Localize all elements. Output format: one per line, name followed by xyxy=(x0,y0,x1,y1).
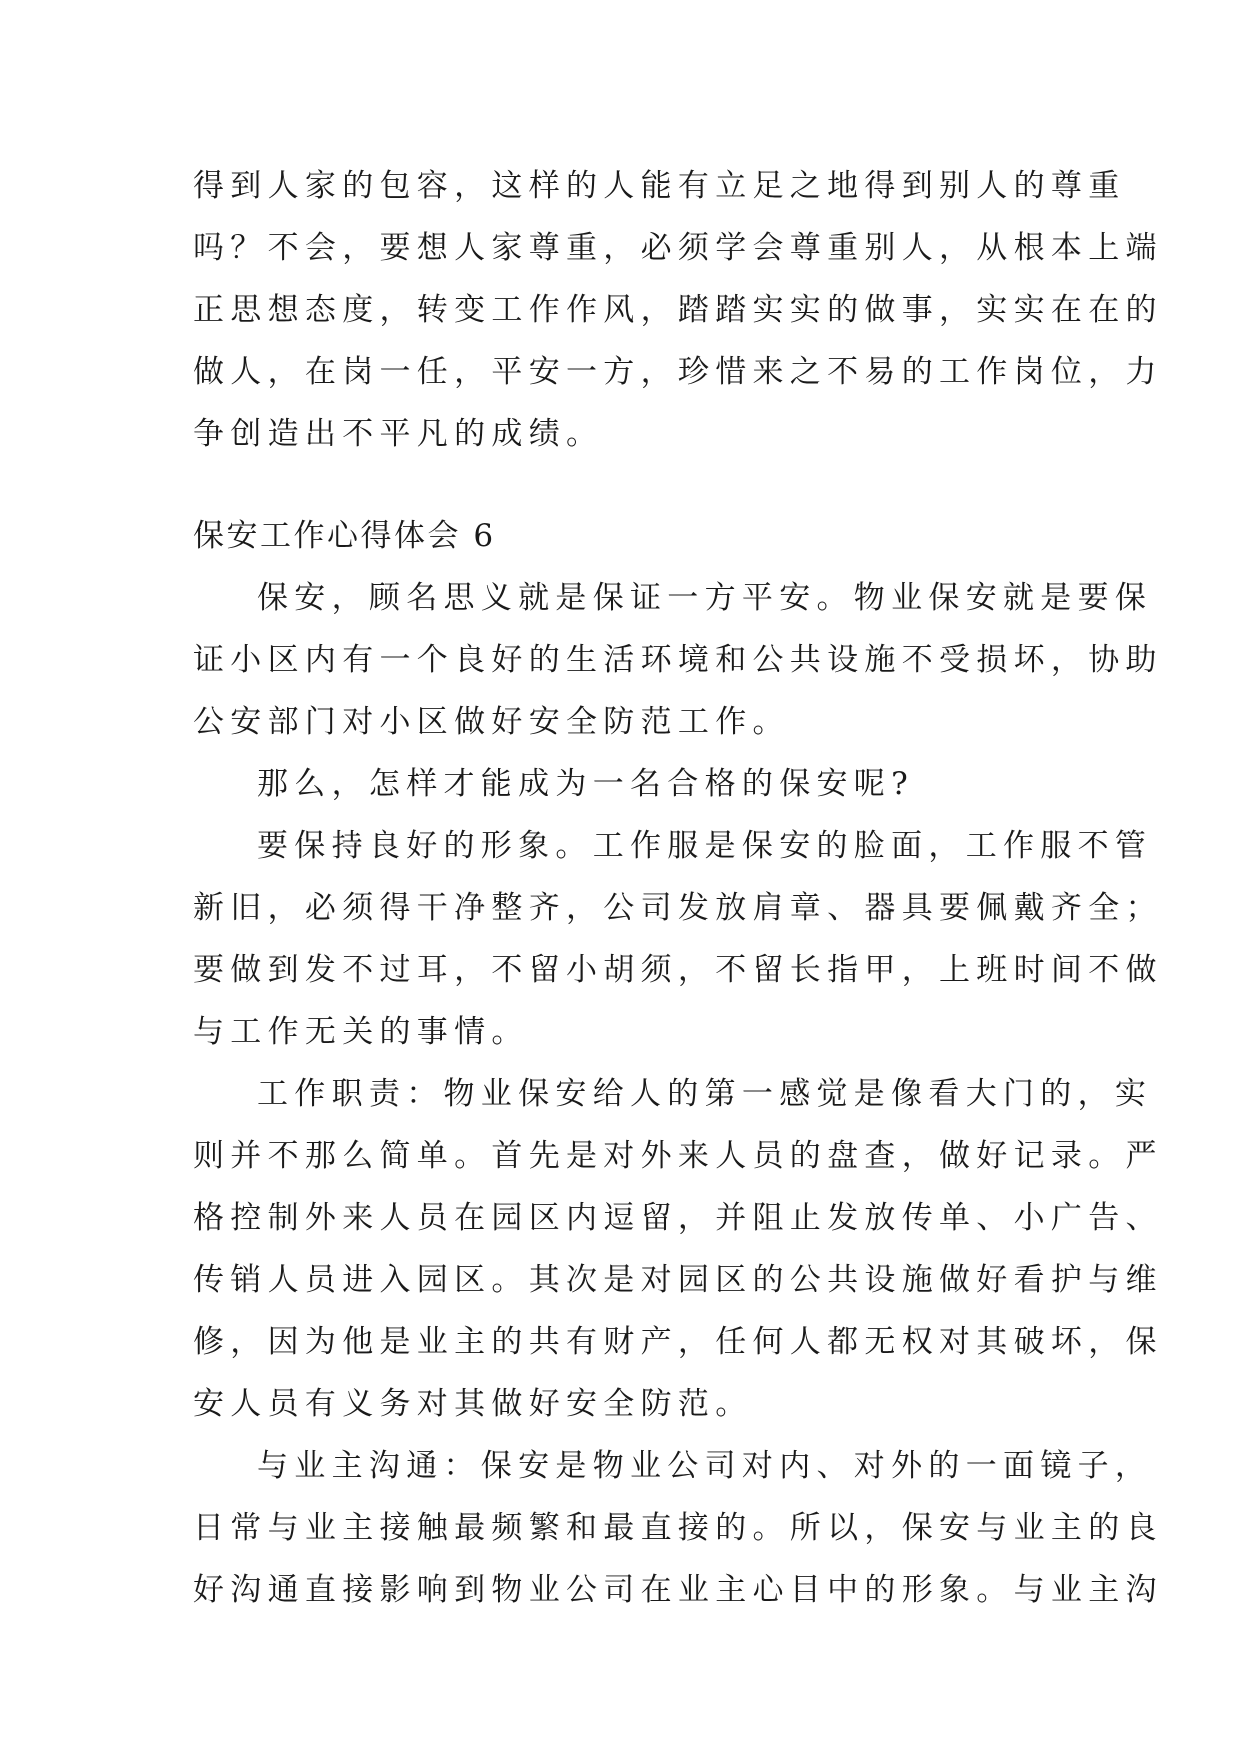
paragraph xyxy=(193,753,1053,815)
text-line: 证小区内有一个良好的生活环境和公共设施不受损坏，协助 xyxy=(193,642,1163,678)
text-line: 修，因为他是业主的共有财产，任何人都无权对其破坏，保 xyxy=(193,1324,1163,1360)
paragraph xyxy=(193,1063,1163,1435)
paragraph xyxy=(193,815,1163,1063)
text-line: 好沟通直接影响到物业公司在业主心目中的形象。与业主沟 xyxy=(193,1572,1163,1608)
section xyxy=(193,505,1163,1621)
text-line: 要做到发不过耳，不留小胡须，不留长指甲，上班时间不做 xyxy=(193,952,1163,988)
paragraph xyxy=(193,1435,1163,1621)
text-line: 争创造出不平凡的成绩。 xyxy=(193,416,604,452)
text-line: 保安，顾名思义就是保证一方平安。物业保安就是要保 xyxy=(257,580,1153,616)
text-line: 做人，在岗一任，平安一方，珍惜来之不易的工作岗位，力 xyxy=(193,354,1163,390)
text-line: 得到人家的包容，这样的人能有立足之地得到别人的尊重 xyxy=(193,168,1126,204)
text-line: 格控制外来人员在园区内逗留，并阻止发放传单、小广告、 xyxy=(193,1200,1163,1236)
text-line: 公安部门对小区做好安全防范工作。 xyxy=(193,704,790,740)
text-line: 传销人员进入园区。其次是对园区的公共设施做好看护与维 xyxy=(193,1262,1163,1298)
text-line: 日常与业主接触最频繁和最直接的。所以，保安与业主的良 xyxy=(193,1510,1163,1546)
text-line: 与业主沟通：保安是物业公司对内、对外的一面镜子， xyxy=(257,1448,1153,1484)
text-line: 新旧，必须得干净整齐，公司发放肩章、器具要佩戴齐全； xyxy=(193,890,1163,926)
text-line: 工作职责：物业保安给人的第一感觉是像看大门的，实 xyxy=(257,1076,1153,1112)
text-line: 安人员有义务对其做好安全防范。 xyxy=(193,1386,753,1422)
text-line: 则并不那么简单。首先是对外来人员的盘查，做好记录。严 xyxy=(193,1138,1163,1174)
text-line: 正思想态度，转变工作作风，踏踏实实的做事，实实在在的 xyxy=(193,292,1163,328)
text-line: 与工作无关的事情。 xyxy=(193,1014,529,1050)
text-line: 要保持良好的形象。工作服是保安的脸面，工作服不管 xyxy=(257,828,1153,864)
paragraph xyxy=(193,567,1163,753)
section-title: 保安工作心得体会 6 xyxy=(193,518,496,554)
text-line: 那么，怎样才能成为一名合格的保安呢? xyxy=(257,766,915,802)
continued-paragraph xyxy=(193,155,1163,465)
text-line: 吗？不会，要想人家尊重，必须学会尊重别人，从根本上端 xyxy=(193,230,1163,266)
